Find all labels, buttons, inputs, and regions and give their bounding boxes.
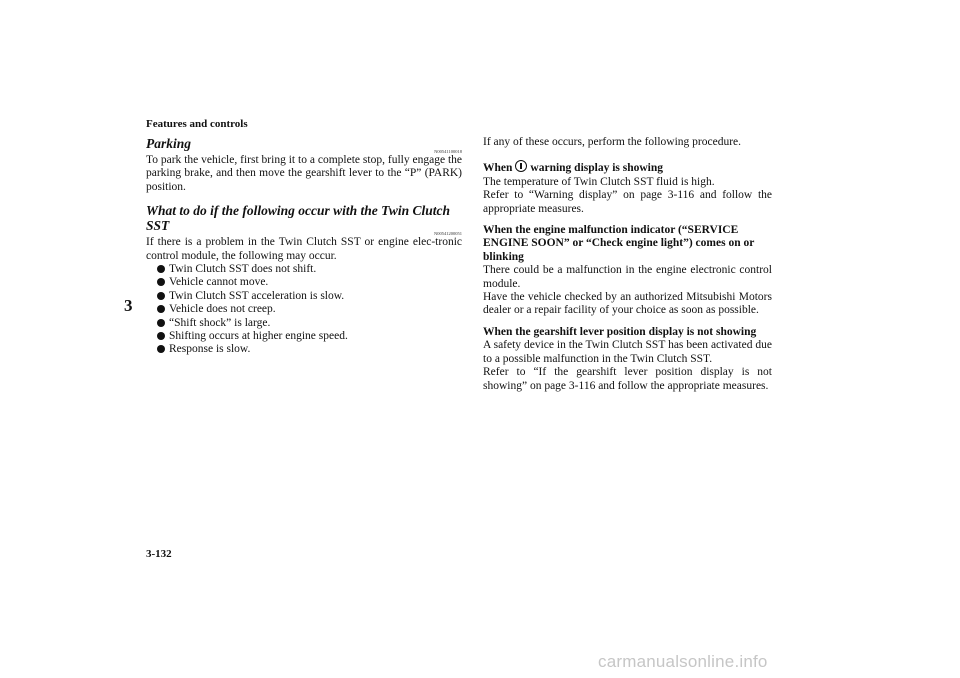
symptom-list xyxy=(146,263,462,357)
gearshift-display-line1: A safety device in the Twin Clutch SST has been activated due to a possible malfunction in the Twin Clutch SST. xyxy=(483,339,772,365)
gearshift-display-heading: When the gearshift lever position display is not showing xyxy=(483,325,757,338)
bullet-icon xyxy=(157,332,165,340)
engine-indicator-heading: When the engine malfunction indicator (“SERVICE ENGINE SOON” or “Check engine light”) comes on or blinking xyxy=(483,224,755,263)
warning-display-line2: Refer to “Warning display” on page 3-116 and follow the appropriate measures. xyxy=(483,189,772,215)
temperature-warning-icon xyxy=(515,160,527,172)
engine-indicator-line1: There could be a malfunction in the engine electronic control module. xyxy=(483,264,772,290)
list-item: Shifting occurs at higher engine speed. xyxy=(157,330,462,343)
twin-clutch-section xyxy=(146,203,462,357)
parking-section xyxy=(146,136,462,194)
list-item: Vehicle cannot move. xyxy=(157,276,462,289)
twin-clutch-ref-code: N00541200051 xyxy=(434,231,462,237)
bullet-icon xyxy=(157,319,165,327)
list-item: Twin Clutch SST acceleration is slow. xyxy=(157,290,462,303)
page-header-title: Features and controls xyxy=(146,118,248,130)
parking-body: To park the vehicle, first bring it to a complete stop, fully engage the parking brake, and then move the gearshift lever to the “P” (PARK) position. xyxy=(146,154,462,193)
bullet-icon xyxy=(157,265,165,273)
warning-display-heading: When warning display is showing xyxy=(483,162,664,175)
parking-ref-code: N00541100018 xyxy=(434,149,462,154)
list-item: “Shift shock” is large. xyxy=(157,317,462,330)
bullet-icon xyxy=(157,345,165,353)
engine-indicator-line2: Have the vehicle checked by an authorized Mitsubishi Motors dealer or a repair facility of your choice as soon as possible. xyxy=(483,291,772,317)
warning-display-line1: The temperature of Twin Clutch SST fluid is high. xyxy=(483,175,715,188)
chapter-number-tab: 3 xyxy=(124,296,133,315)
procedure-intro: If any of these occurs, perform the following procedure. xyxy=(483,136,742,148)
watermark-text: carmanualsonline.info xyxy=(598,652,768,671)
bullet-icon xyxy=(157,292,165,300)
left-column xyxy=(146,136,462,357)
twin-clutch-heading: What to do if the following occur with the Twin Clutch SST xyxy=(146,203,451,234)
twin-clutch-intro: If there is a problem in the Twin Clutch SST or engine elec-tronic control module, the following may occur. xyxy=(146,236,462,262)
list-item: Response is slow. xyxy=(157,343,462,356)
list-item: Vehicle does not creep. xyxy=(157,303,462,316)
page-number: 3-132 xyxy=(146,548,172,560)
parking-heading: Parking xyxy=(146,136,192,151)
bullet-icon xyxy=(157,278,165,286)
list-item: Twin Clutch SST does not shift. xyxy=(157,263,462,276)
right-column xyxy=(483,136,772,393)
gearshift-display-line2: Refer to “If the gearshift lever position display is not showing” on page 3-116 and follow the appropriate measures. xyxy=(483,366,772,392)
bullet-icon xyxy=(157,305,165,313)
